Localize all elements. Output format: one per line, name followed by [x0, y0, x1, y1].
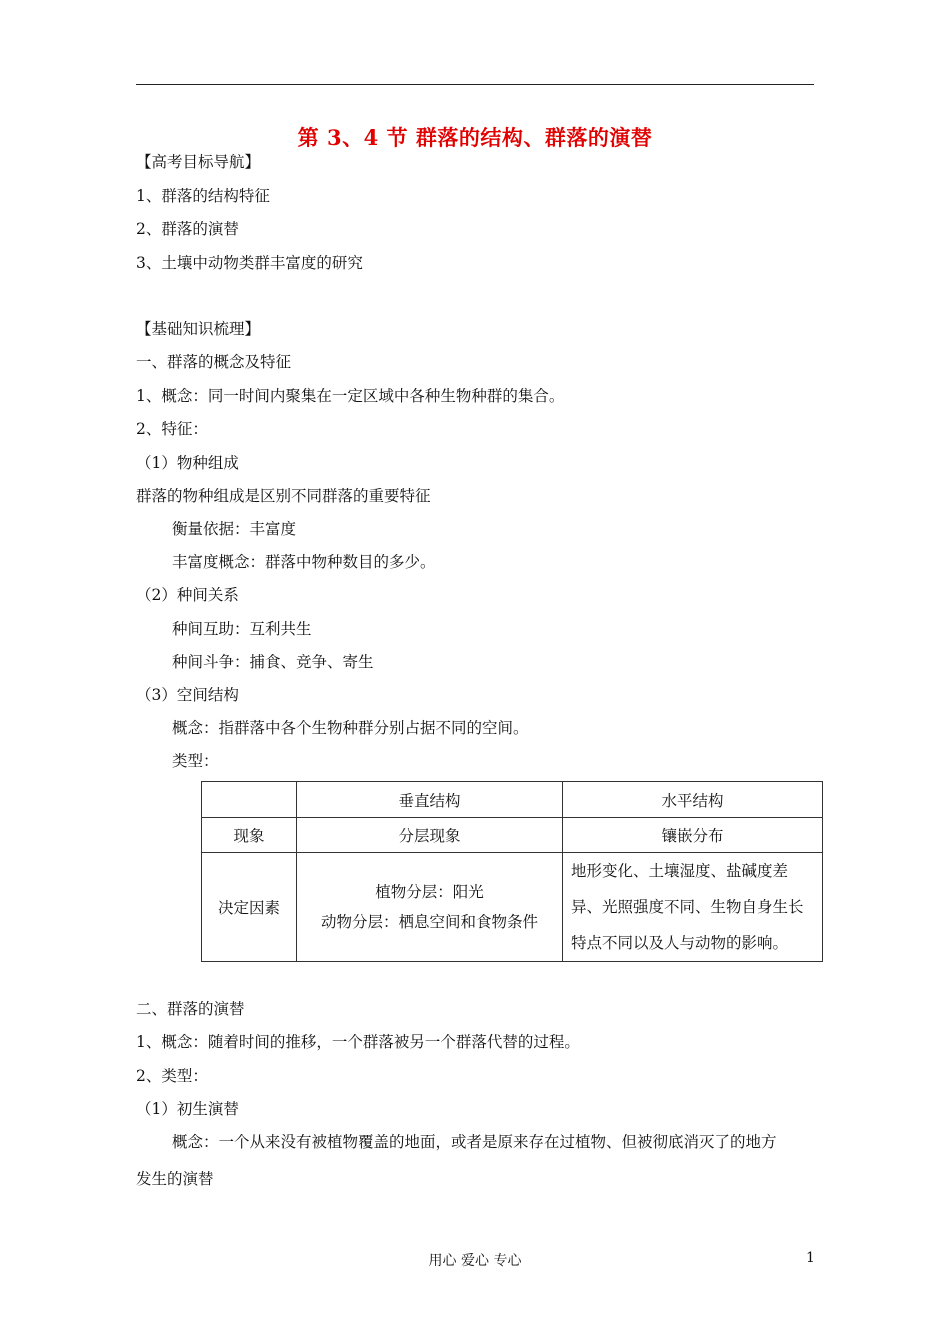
page-number: 1	[806, 1250, 815, 1266]
subheading: （2）种间关系	[136, 586, 239, 604]
table-cell: 镶嵌分布	[563, 818, 823, 853]
table-row	[202, 818, 823, 853]
paragraph: 种间斗争：捕食、竞争、寄生	[172, 653, 374, 671]
table-row	[202, 853, 823, 962]
goal-item: 1、群落的结构特征	[136, 187, 270, 205]
paragraph: 概念：一个从来没有被植物覆盖的地面，或者是原来存在过植物、但被彻底消灭了的地方	[172, 1133, 777, 1151]
paragraph: 丰富度概念：群落中物种数目的多少。	[172, 553, 436, 571]
header-rule	[136, 84, 814, 85]
table-row	[202, 782, 823, 818]
section-heading: 二、群落的演替	[136, 1000, 245, 1018]
table-cell	[297, 853, 563, 962]
basics-header: 【基础知识梳理】	[136, 320, 261, 338]
table-cell	[202, 782, 297, 818]
paragraph: 1、概念：随着时间的推移，一个群落被另一个群落代替的过程。	[136, 1033, 580, 1051]
paragraph: 种间互助：互利共生	[172, 620, 312, 638]
paragraph: 衡量依据：丰富度	[172, 520, 297, 538]
cell-line: 动物分层：栖息空间和食物条件	[320, 913, 538, 931]
subheading: （3）空间结构	[136, 686, 239, 704]
paragraph: 群落的物种组成是区别不同群落的重要特征	[136, 487, 431, 505]
table-cell: 现象	[202, 818, 297, 853]
cell-line: 植物分层：阳光	[375, 883, 484, 901]
table-cell: 水平结构	[563, 782, 823, 818]
table-cell: 地形变化、土壤湿度、盐碱度差异、光照强度不同、生物自身生长特点不同以及人与动物的影响。	[563, 853, 823, 962]
table-cell: 分层现象	[297, 818, 563, 853]
paragraph: 类型：	[172, 752, 219, 770]
paragraph: 发生的演替	[136, 1170, 214, 1188]
structure-table	[201, 781, 823, 962]
paragraph: 概念：指群落中各个生物种群分别占据不同的空间。	[172, 719, 529, 737]
table-cell: 垂直结构	[297, 782, 563, 818]
goal-item: 2、群落的演替	[136, 220, 239, 238]
section-heading: 一、群落的概念及特征	[136, 353, 292, 371]
subheading: （1）初生演替	[136, 1100, 239, 1118]
paragraph: 2、类型：	[136, 1067, 208, 1085]
paragraph: 1、概念：同一时间内聚集在一定区域中各种生物种群的集合。	[136, 387, 565, 405]
goal-item: 3、土壤中动物类群丰富度的研究	[136, 254, 363, 272]
page-title: 第 3、4 节 群落的结构、群落的演替	[297, 125, 653, 150]
footer-text: 用心 爱心 专心	[428, 1253, 522, 1269]
goals-header: 【高考目标导航】	[136, 153, 261, 171]
paragraph: 2、特征：	[136, 420, 208, 438]
table-cell: 决定因素	[202, 853, 297, 962]
subheading: （1）物种组成	[136, 454, 239, 472]
